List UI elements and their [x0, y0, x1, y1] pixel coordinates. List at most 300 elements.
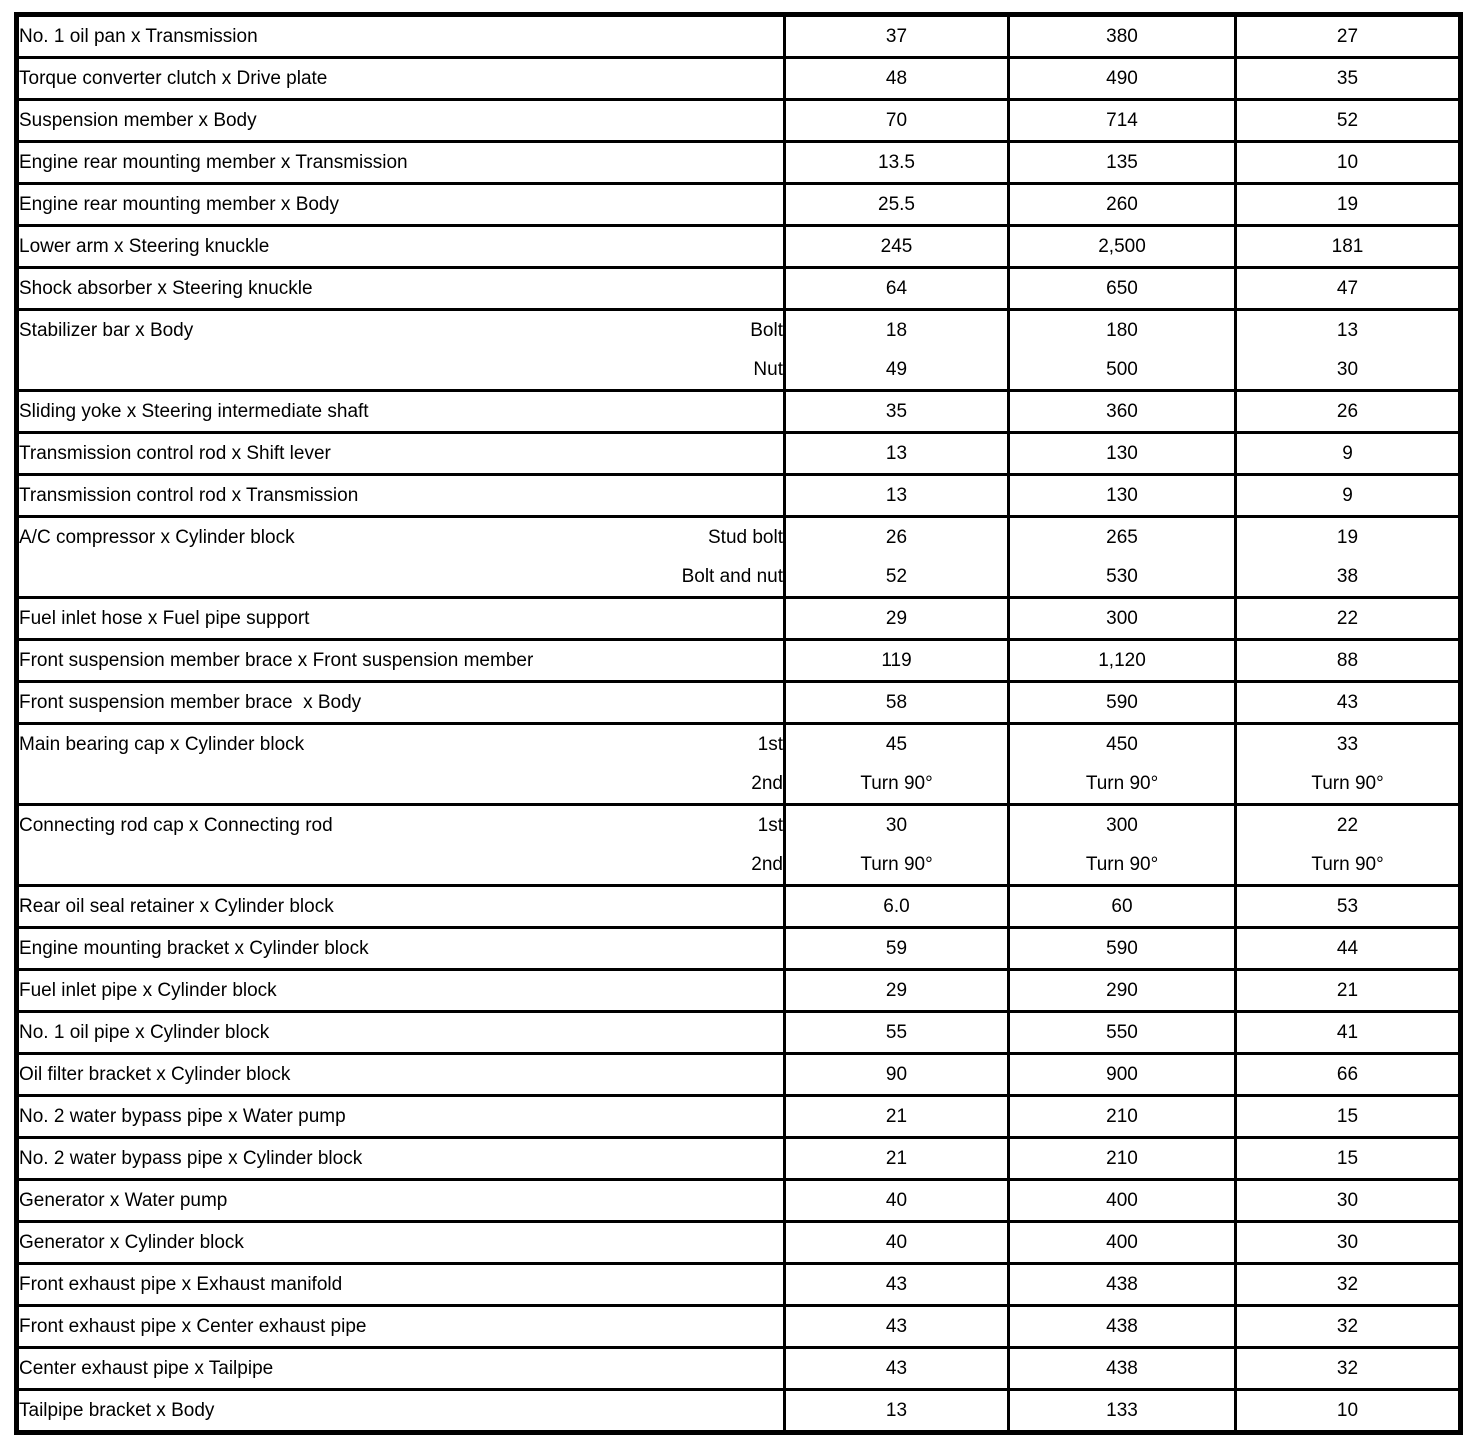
row-description: Connecting rod cap x Connecting rod [19, 815, 333, 836]
nm-value-cell [785, 310, 1009, 391]
kgfcm-value-cell [1009, 598, 1236, 640]
description-cell [17, 142, 785, 184]
value-text: 400 [1106, 1190, 1138, 1211]
row-description: No. 1 oil pipe x Cylinder block [19, 1022, 270, 1043]
nm-value-cell [785, 1222, 1009, 1264]
ftlbf-value-cell [1236, 142, 1461, 184]
kgfcm-value-cell [1009, 58, 1236, 100]
row-sub-label: Stud bolt [708, 527, 783, 548]
row-sub-label: 1st [757, 734, 783, 755]
kgfcm-value-cell [1009, 100, 1236, 142]
kgfcm-value-cell [1009, 1054, 1236, 1096]
nm-value-cell [785, 142, 1009, 184]
ftlbf-value-cell [1236, 100, 1461, 142]
table-row [17, 310, 1461, 391]
value-text: 210 [1106, 1148, 1138, 1169]
value-text: 90 [885, 1064, 908, 1085]
description-line [19, 269, 783, 308]
description-cell [17, 1054, 785, 1096]
kgfcm-value-cell [1009, 268, 1236, 310]
description-cell [17, 886, 785, 928]
value-text: 60 [1111, 896, 1133, 917]
row-description: Main bearing cap x Cylinder block [19, 734, 305, 755]
table-row [17, 928, 1461, 970]
description-line [19, 971, 783, 1010]
description-cell [17, 100, 785, 142]
row-sub-label: 2nd [751, 773, 783, 794]
table-row [17, 724, 1461, 805]
nm-value-cell [785, 184, 1009, 226]
value-text: 21 [885, 1148, 908, 1169]
value-text: 2,500 [1098, 236, 1146, 257]
value-text: 380 [1106, 26, 1138, 47]
description-cell [17, 805, 785, 886]
nm-value-cell [785, 58, 1009, 100]
value-text: 265 [1106, 527, 1138, 548]
ftlbf-value-cell [1236, 724, 1461, 805]
kgfcm-value-cell [1009, 1390, 1236, 1433]
ftlbf-value-cell [1236, 1306, 1461, 1348]
value-text: 29 [885, 608, 908, 629]
table-row [17, 433, 1461, 475]
description-line [19, 476, 783, 515]
value-text: 30 [1336, 1190, 1359, 1211]
description-line [19, 599, 783, 638]
value-text: 47 [1336, 278, 1359, 299]
nm-value-cell [785, 886, 1009, 928]
row-description: Fuel inlet hose x Fuel pipe support [19, 608, 310, 629]
kgfcm-value-cell [1009, 1306, 1236, 1348]
kgfcm-value-cell [1009, 1096, 1236, 1138]
kgfcm-value-cell [1009, 682, 1236, 724]
nm-value-cell [785, 391, 1009, 433]
value-text: 9 [1342, 443, 1353, 464]
ftlbf-value-cell [1236, 1264, 1461, 1306]
ftlbf-value-cell [1236, 1138, 1461, 1180]
value-text: 40 [885, 1232, 908, 1253]
description-line [19, 764, 783, 803]
description-cell [17, 226, 785, 268]
row-description: Rear oil seal retainer x Cylinder block [19, 896, 334, 917]
value-text: 13 [1336, 320, 1359, 341]
row-description: Tailpipe bracket x Body [19, 1400, 215, 1421]
row-sub-label: Nut [753, 359, 783, 380]
row-description: Center exhaust pipe x Tailpipe [19, 1358, 274, 1379]
value-text: 650 [1106, 278, 1138, 299]
row-description: Front suspension member brace x Front suspension member [19, 650, 534, 671]
row-sub-label: Bolt [750, 320, 783, 341]
row-description: No. 1 oil pan x Transmission [19, 26, 258, 47]
value-text: 590 [1106, 692, 1138, 713]
nm-value-cell [785, 1264, 1009, 1306]
description-line [19, 185, 783, 224]
description-cell [17, 1012, 785, 1054]
table-row [17, 1348, 1461, 1390]
kgfcm-value-cell [1009, 517, 1236, 598]
value-text: 29 [885, 980, 908, 1001]
ftlbf-value-cell [1236, 805, 1461, 886]
description-cell [17, 310, 785, 391]
nm-value-cell [785, 1012, 1009, 1054]
value-text: 37 [885, 26, 908, 47]
value-text: 88 [1336, 650, 1359, 671]
value-text: 438 [1106, 1316, 1138, 1337]
ftlbf-value-cell [1236, 15, 1461, 58]
table-row [17, 1306, 1461, 1348]
kgfcm-value-cell [1009, 475, 1236, 517]
description-cell [17, 1306, 785, 1348]
value-text: 48 [885, 68, 908, 89]
value-text: 13 [885, 1400, 908, 1421]
description-line [19, 1265, 783, 1304]
row-description: Front suspension member brace x Body [19, 692, 362, 713]
value-text: 500 [1106, 359, 1138, 380]
row-description: Shock absorber x Steering knuckle [19, 278, 313, 299]
value-text: 10 [1336, 152, 1359, 173]
value-text: 130 [1106, 485, 1138, 506]
value-text: 22 [1336, 815, 1359, 836]
value-text: 590 [1106, 938, 1138, 959]
value-text: 55 [885, 1022, 908, 1043]
description-cell [17, 1348, 785, 1390]
ftlbf-value-cell [1236, 433, 1461, 475]
value-text: 6.0 [883, 896, 910, 917]
description-line [19, 59, 783, 98]
value-text: 13.5 [878, 152, 915, 173]
value-text: Turn 90° [1085, 773, 1159, 794]
value-text: 43 [885, 1358, 908, 1379]
value-text: 49 [885, 359, 908, 380]
description-line [19, 1139, 783, 1178]
description-line [19, 1181, 783, 1220]
ftlbf-value-cell [1236, 226, 1461, 268]
description-line [19, 17, 783, 56]
ftlbf-value-cell [1236, 1348, 1461, 1390]
ftlbf-value-cell [1236, 268, 1461, 310]
table-row [17, 1096, 1461, 1138]
value-text: 25.5 [878, 194, 915, 215]
description-line [19, 1391, 783, 1430]
table-row [17, 15, 1461, 58]
kgfcm-value-cell [1009, 928, 1236, 970]
description-line [19, 929, 783, 968]
ftlbf-value-cell [1236, 598, 1461, 640]
row-description: Front exhaust pipe x Exhaust manifold [19, 1274, 343, 1295]
value-text: 714 [1106, 110, 1138, 131]
value-text: 64 [885, 278, 908, 299]
description-line [19, 143, 783, 182]
row-description: Front exhaust pipe x Center exhaust pipe [19, 1316, 367, 1337]
description-line [19, 683, 783, 722]
description-cell [17, 928, 785, 970]
value-text: 38 [1336, 566, 1359, 587]
ftlbf-value-cell [1236, 391, 1461, 433]
value-text: 10 [1336, 1400, 1359, 1421]
table-row [17, 1264, 1461, 1306]
table-row [17, 475, 1461, 517]
document-page [14, 12, 1463, 1435]
value-text: 450 [1106, 734, 1138, 755]
ftlbf-value-cell [1236, 1222, 1461, 1264]
value-text: 30 [885, 815, 908, 836]
value-text: Turn 90° [860, 773, 933, 794]
nm-value-cell [785, 226, 1009, 268]
value-text: 180 [1106, 320, 1138, 341]
kgfcm-value-cell [1009, 886, 1236, 928]
nm-value-cell [785, 598, 1009, 640]
kgfcm-value-cell [1009, 1180, 1236, 1222]
description-cell [17, 58, 785, 100]
description-line [19, 1349, 783, 1388]
description-cell [17, 391, 785, 433]
value-text: 58 [885, 692, 908, 713]
row-sub-label: 1st [757, 815, 783, 836]
description-line [19, 311, 783, 350]
value-text: 44 [1336, 938, 1359, 959]
value-text: 66 [1336, 1064, 1359, 1085]
kgfcm-value-cell [1009, 640, 1236, 682]
value-text: 438 [1106, 1358, 1138, 1379]
table-row [17, 391, 1461, 433]
ftlbf-value-cell [1236, 517, 1461, 598]
value-text: 32 [1336, 1316, 1359, 1337]
table-row [17, 970, 1461, 1012]
description-cell [17, 433, 785, 475]
row-description: Stabilizer bar x Body [19, 320, 194, 341]
row-description: Transmission control rod x Shift lever [19, 443, 331, 464]
value-text: 550 [1106, 1022, 1138, 1043]
kgfcm-value-cell [1009, 805, 1236, 886]
row-description: Generator x Water pump [19, 1190, 228, 1211]
description-line [19, 434, 783, 473]
nm-value-cell [785, 928, 1009, 970]
value-text: 15 [1336, 1106, 1359, 1127]
value-text: 360 [1106, 401, 1138, 422]
nm-value-cell [785, 475, 1009, 517]
ftlbf-value-cell [1236, 475, 1461, 517]
nm-value-cell [785, 1306, 1009, 1348]
value-text: 33 [1336, 734, 1359, 755]
table-row [17, 100, 1461, 142]
description-cell [17, 1096, 785, 1138]
row-sub-label: Bolt and nut [681, 566, 783, 587]
kgfcm-value-cell [1009, 391, 1236, 433]
description-line [19, 1307, 783, 1346]
kgfcm-value-cell [1009, 15, 1236, 58]
table-row [17, 1390, 1461, 1433]
value-text: 52 [1336, 110, 1359, 131]
ftlbf-value-cell [1236, 1180, 1461, 1222]
row-description: Generator x Cylinder block [19, 1232, 244, 1253]
value-text: 35 [885, 401, 908, 422]
description-line [19, 227, 783, 266]
kgfcm-value-cell [1009, 1264, 1236, 1306]
description-cell [17, 1180, 785, 1222]
table-row [17, 517, 1461, 598]
description-cell [17, 970, 785, 1012]
nm-value-cell [785, 1138, 1009, 1180]
description-line [19, 845, 783, 884]
value-text: 70 [885, 110, 908, 131]
kgfcm-value-cell [1009, 142, 1236, 184]
value-text: 181 [1331, 236, 1364, 257]
nm-value-cell [785, 724, 1009, 805]
value-text: 13 [885, 443, 908, 464]
kgfcm-value-cell [1009, 1138, 1236, 1180]
torque-table-body [17, 15, 1461, 1433]
row-sub-label: 2nd [751, 854, 783, 875]
description-cell [17, 682, 785, 724]
value-text: 245 [880, 236, 913, 257]
nm-value-cell [785, 1096, 1009, 1138]
kgfcm-value-cell [1009, 1012, 1236, 1054]
value-text: 530 [1106, 566, 1138, 587]
ftlbf-value-cell [1236, 1390, 1461, 1433]
value-text: 43 [885, 1316, 908, 1337]
value-text: 13 [885, 485, 908, 506]
description-cell [17, 517, 785, 598]
table-row [17, 598, 1461, 640]
value-text: 15 [1336, 1148, 1359, 1169]
value-text: 59 [885, 938, 908, 959]
value-text: 119 [881, 650, 912, 671]
ftlbf-value-cell [1236, 184, 1461, 226]
value-text: 30 [1336, 1232, 1359, 1253]
table-row [17, 640, 1461, 682]
value-text: 18 [885, 320, 908, 341]
value-text: 26 [1336, 401, 1359, 422]
description-line [19, 557, 783, 596]
table-row [17, 1012, 1461, 1054]
row-description: Fuel inlet pipe x Cylinder block [19, 980, 277, 1001]
kgfcm-value-cell [1009, 724, 1236, 805]
ftlbf-value-cell [1236, 1054, 1461, 1096]
value-text: 19 [1336, 527, 1359, 548]
value-text: 9 [1342, 485, 1353, 506]
value-text: 19 [1336, 194, 1359, 215]
value-text: 135 [1106, 152, 1138, 173]
table-row [17, 1138, 1461, 1180]
value-text: 32 [1336, 1358, 1359, 1379]
value-text: 300 [1106, 815, 1138, 836]
description-line [19, 1097, 783, 1136]
description-line [19, 518, 783, 557]
description-cell [17, 640, 785, 682]
value-text: 133 [1106, 1400, 1138, 1421]
kgfcm-value-cell [1009, 433, 1236, 475]
table-row [17, 184, 1461, 226]
table-row [17, 58, 1461, 100]
nm-value-cell [785, 100, 1009, 142]
ftlbf-value-cell [1236, 682, 1461, 724]
ftlbf-value-cell [1236, 1012, 1461, 1054]
ftlbf-value-cell [1236, 310, 1461, 391]
table-row [17, 1222, 1461, 1264]
description-line [19, 350, 783, 389]
kgfcm-value-cell [1009, 226, 1236, 268]
value-text: 35 [1336, 68, 1359, 89]
value-text: 900 [1106, 1064, 1138, 1085]
value-text: Turn 90° [1085, 854, 1159, 875]
value-text: 290 [1106, 980, 1138, 1001]
value-text: 438 [1106, 1274, 1138, 1295]
table-row [17, 682, 1461, 724]
description-cell [17, 1138, 785, 1180]
description-line [19, 806, 783, 845]
kgfcm-value-cell [1009, 184, 1236, 226]
value-text: 21 [885, 1106, 908, 1127]
value-text: 26 [885, 527, 908, 548]
description-cell [17, 1222, 785, 1264]
row-description: Suspension member x Body [19, 110, 257, 131]
value-text: 300 [1106, 608, 1138, 629]
description-cell [17, 1264, 785, 1306]
value-text: 53 [1336, 896, 1359, 917]
value-text: 30 [1336, 359, 1359, 380]
value-text: 40 [885, 1190, 908, 1211]
description-line [19, 1223, 783, 1262]
value-text: 210 [1106, 1106, 1138, 1127]
table-row [17, 226, 1461, 268]
nm-value-cell [785, 1348, 1009, 1390]
row-description: No. 2 water bypass pipe x Water pump [19, 1106, 346, 1127]
description-cell [17, 598, 785, 640]
description-cell [17, 1390, 785, 1433]
row-description: Oil filter bracket x Cylinder block [19, 1064, 291, 1085]
value-text: Turn 90° [1311, 854, 1384, 875]
row-description: No. 2 water bypass pipe x Cylinder block [19, 1148, 363, 1169]
torque-spec-table [14, 12, 1463, 1435]
value-text: Turn 90° [860, 854, 933, 875]
kgfcm-value-cell [1009, 970, 1236, 1012]
row-description: Lower arm x Steering knuckle [19, 236, 270, 257]
value-text: 22 [1336, 608, 1359, 629]
value-text: 43 [1336, 692, 1359, 713]
row-description: Sliding yoke x Steering intermediate shaft [19, 401, 369, 422]
value-text: 1,120 [1098, 650, 1146, 671]
description-line [19, 887, 783, 926]
value-text: 130 [1106, 443, 1138, 464]
value-text: 32 [1336, 1274, 1359, 1295]
kgfcm-value-cell [1009, 1348, 1236, 1390]
nm-value-cell [785, 517, 1009, 598]
kgfcm-value-cell [1009, 310, 1236, 391]
description-line [19, 725, 783, 764]
value-text: 45 [885, 734, 908, 755]
value-text: 260 [1106, 194, 1138, 215]
table-row [17, 1180, 1461, 1222]
table-row [17, 142, 1461, 184]
nm-value-cell [785, 15, 1009, 58]
description-line [19, 392, 783, 431]
nm-value-cell [785, 682, 1009, 724]
nm-value-cell [785, 970, 1009, 1012]
value-text: 52 [885, 566, 908, 587]
value-text: 400 [1106, 1232, 1138, 1253]
value-text: 27 [1336, 26, 1359, 47]
value-text: Turn 90° [1311, 773, 1384, 794]
description-cell [17, 15, 785, 58]
description-cell [17, 475, 785, 517]
description-cell [17, 268, 785, 310]
nm-value-cell [785, 433, 1009, 475]
ftlbf-value-cell [1236, 886, 1461, 928]
nm-value-cell [785, 1180, 1009, 1222]
nm-value-cell [785, 1390, 1009, 1433]
description-line [19, 641, 783, 680]
nm-value-cell [785, 1054, 1009, 1096]
value-text: 21 [1336, 980, 1359, 1001]
